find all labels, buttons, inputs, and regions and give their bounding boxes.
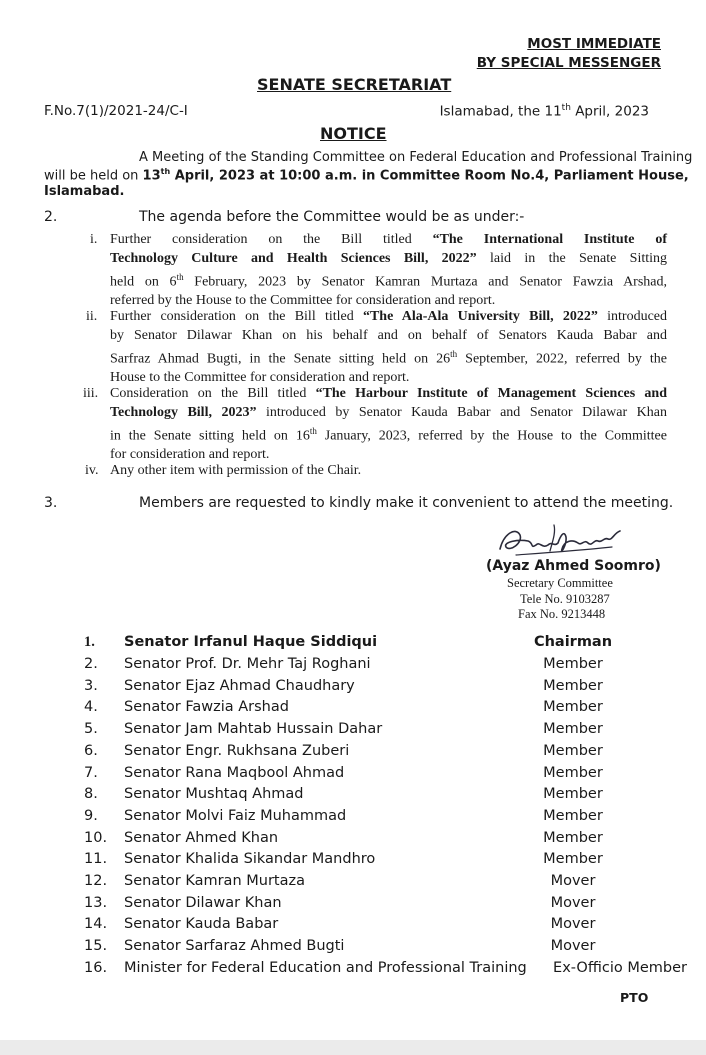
agenda-item-4-text: Any other item with permission of the Chair. (110, 463, 362, 478)
intro-line-2 (44, 167, 689, 184)
para-3-number: 3. (44, 495, 58, 511)
member-row-10 (0, 830, 706, 851)
member-row-8 (0, 786, 706, 807)
member-number: 7. (84, 765, 98, 781)
member-row-5 (0, 721, 706, 742)
member-name: Senator Ahmed Khan (124, 830, 279, 846)
signatory-fax: Fax No. 9213448 (518, 607, 606, 621)
member-row-15 (0, 938, 706, 959)
member-row-14 (0, 916, 706, 937)
member-role: Member (543, 830, 603, 846)
member-row-9 (0, 808, 706, 829)
signatory-name: (Ayaz Ahmed Soomro) (486, 558, 661, 574)
meeting-date-day: 13 (142, 168, 161, 184)
agenda-item-3-number: iii. (83, 386, 99, 401)
member-name: Senator Dilawar Khan (124, 895, 282, 911)
member-name: Minister for Federal Education and Professional Training (124, 960, 527, 976)
member-number: 6. (84, 743, 98, 759)
member-number: 14. (84, 916, 108, 932)
agenda-item-2: Further consideration on the Bill titled “The Ala-Ala University Bill, 2022” introduced by Senator Dilawar Khan on his behalf and on behalf of Senators Kauda Babar and Sarfraz Ahmad Bugti, in the Senate sitting held on 26th September, 2022, referred by the House to the Committee for consideration and report. (110, 309, 667, 386)
member-row-7 (0, 765, 706, 786)
member-row-11 (0, 851, 706, 872)
place-date (440, 103, 649, 120)
intro-line-1: A Meeting of the Standing Committee on Federal Education and Professional Training (139, 150, 693, 165)
meeting-date-sup: th (160, 167, 171, 176)
member-role: Mover (550, 873, 596, 889)
member-role: Member (543, 851, 603, 867)
member-row-6 (0, 743, 706, 764)
member-name: Senator Molvi Faiz Muhammad (124, 808, 347, 824)
member-name: Senator Fawzia Arshad (124, 699, 289, 715)
member-number: 4. (84, 699, 98, 715)
org-heading: SENATE SECRETARIAT (257, 75, 452, 94)
member-role: Member (543, 678, 603, 694)
notice-title: NOTICE (320, 124, 387, 143)
member-number: 2. (84, 656, 98, 672)
member-row-16 (0, 960, 706, 981)
member-role: Member (543, 786, 603, 802)
member-row-13 (0, 895, 706, 916)
member-number: 9. (84, 808, 98, 824)
member-role: Ex-Officio Member (553, 960, 687, 976)
place-date-suffix: April, 2023 (570, 103, 649, 120)
member-name: Senator Sarfaraz Ahmed Bugti (124, 938, 345, 954)
intro-line-3: Islamabad. (44, 184, 125, 199)
member-role: Member (543, 699, 603, 715)
member-number: 16. (84, 960, 108, 976)
agenda-item-1: Further consideration on the Bill titled “The International Institute of Technology Culture and Health Sciences Bill, 2022” laid in the Senate Sitting held on 6th February, 2023 by Senator Kamran Murtaza and Senator Fawzia Arshad, referred by the House to the Committee for consideration and report. (110, 232, 668, 309)
file-number: F.No.7(1)/2021-24/C-I (44, 103, 188, 119)
member-number: 13. (84, 895, 108, 911)
member-name: Senator Irfanul Haque Siddiqui (124, 634, 378, 650)
member-row-2 (0, 656, 706, 677)
member-number: 8. (84, 786, 98, 802)
member-row-3 (0, 678, 706, 699)
para-2-text: The agenda before the Committee would be as under:- (139, 209, 525, 225)
intro-line-2-pre: will be held on (44, 168, 143, 184)
member-name: Senator Engr. Rukhsana Zuberi (124, 743, 350, 759)
place-date-prefix: Islamabad, the 11 (439, 103, 562, 120)
member-name: Senator Kamran Murtaza (124, 873, 305, 889)
member-role: Mover (550, 916, 596, 932)
member-name: Senator Kauda Babar (124, 916, 279, 932)
member-name: Senator Jam Mahtab Hussain Dahar (124, 721, 383, 737)
member-name: Senator Rana Maqbool Ahmad (124, 765, 345, 781)
signatory-designation: Secretary Committee (507, 576, 613, 590)
member-number: 10. (84, 830, 108, 846)
member-number: 12. (84, 873, 108, 889)
member-role: Member (543, 743, 603, 759)
member-name: Senator Ejaz Ahmad Chaudhary (124, 678, 355, 694)
member-role: Chairman (533, 634, 613, 650)
member-role: Member (543, 808, 603, 824)
pto-marker: PTO (620, 990, 649, 1005)
meeting-date-venue: April, 2023 at 10:00 a.m. in Committee Room No.4, Parliament House, (170, 168, 689, 184)
agenda-item-2-number: ii. (86, 309, 98, 324)
member-row-4 (0, 699, 706, 720)
page-bottom-edge (0, 1040, 706, 1055)
member-row-12 (0, 873, 706, 894)
member-name: Senator Mushtaq Ahmad (124, 786, 304, 802)
member-number: 1. (84, 634, 95, 650)
priority-line-2: BY SPECIAL MESSENGER (476, 55, 661, 71)
member-name: Senator Prof. Dr. Mehr Taj Roghani (124, 656, 371, 672)
member-number: 15. (84, 938, 108, 954)
member-row-1 (0, 634, 706, 655)
signatory-tele: Tele No. 9103287 (520, 592, 610, 606)
member-role: Member (543, 721, 603, 737)
member-number: 5. (84, 721, 98, 737)
para-3-text: Members are requested to kindly make it convenient to attend the meeting. (139, 495, 674, 511)
agenda-item-4-number: iv. (85, 463, 99, 478)
member-role: Mover (550, 895, 596, 911)
member-role: Member (543, 765, 603, 781)
member-role: Mover (550, 938, 596, 954)
place-date-sup: th (561, 103, 571, 113)
member-number: 3. (84, 678, 98, 694)
agenda-item-1-number: i. (90, 232, 98, 247)
priority-line-1: MOST IMMEDIATE (527, 36, 661, 52)
handwritten-signature (494, 519, 626, 561)
para-2-number: 2. (44, 209, 58, 225)
member-role: Member (543, 656, 603, 672)
member-name: Senator Khalida Sikandar Mandhro (124, 851, 376, 867)
agenda-item-3: Consideration on the Bill titled “The Harbour Institute of Management Sciences and Technology Bill, 2023” introduced by Senator Kauda Babar and Senator Dilawar Khan in the Senate sitting held on 16th January, 2023, referred by the House to the Committee for consideration and report. (110, 386, 668, 463)
member-number: 11. (84, 851, 108, 867)
